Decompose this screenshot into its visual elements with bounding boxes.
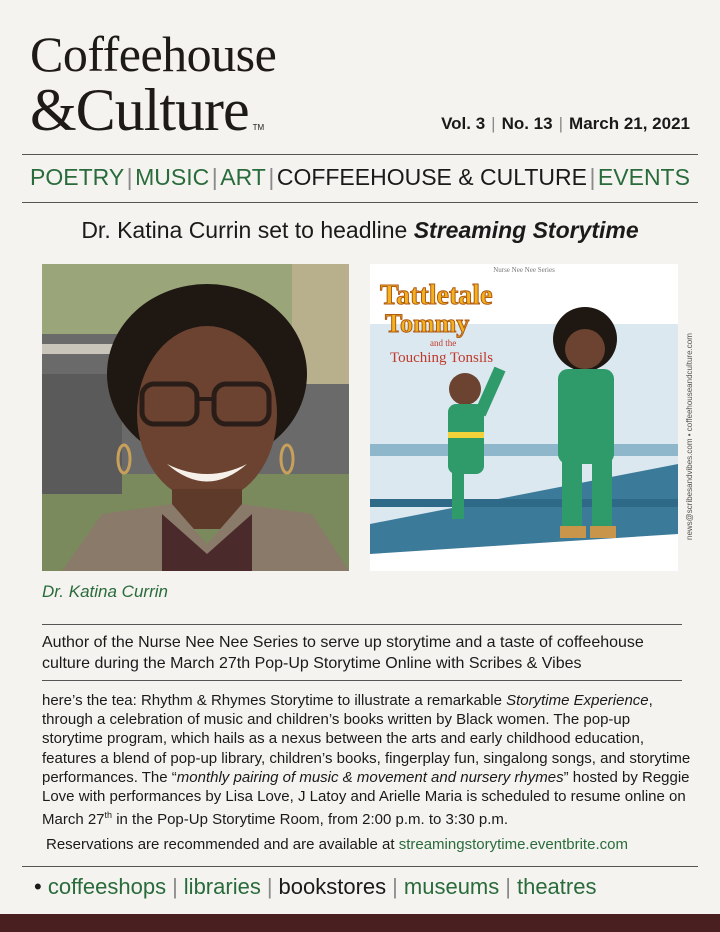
divider (42, 624, 682, 625)
volume: Vol. 3 (441, 114, 486, 133)
reservation-link[interactable]: streamingstorytime.eventbrite.com (398, 836, 628, 853)
divider (22, 202, 698, 203)
body-text-3: ” hosted by Reggie Love with performances by Lisa Love, J Latoy and Arielle Maria is scheduled to resume online on March 27 (42, 768, 690, 829)
divider (22, 154, 698, 155)
masthead-line2: &Culture (30, 77, 249, 143)
nav-coffeehouse-culture[interactable]: COFFEEHOUSE & CULTURE (276, 164, 587, 190)
nav-art[interactable]: ART (220, 164, 266, 190)
footer-theatres[interactable]: theatres (516, 874, 597, 899)
reservation-line (46, 836, 628, 853)
nav-events[interactable]: EVENTS (597, 164, 690, 190)
vertical-credit (683, 300, 695, 540)
masthead (30, 26, 277, 143)
author-summary: Author of the Nurse Nee Nee Series to serve up storytime and a taste of coffeehouse culture during the March 27th Pop-Up Storytime Online with Scribes & Vibes (42, 634, 644, 672)
body-emphasis-2: monthly pairing of music & movement and nursery rhymes (176, 768, 564, 786)
issue-number: No. 13 (501, 114, 553, 133)
headline-emphasis: Streaming Storytime (413, 217, 639, 243)
body-superscript: th (104, 810, 113, 821)
portrait-photo (42, 264, 349, 571)
book-title-2: Tommy (385, 309, 470, 338)
footer-libraries[interactable]: libraries (183, 874, 261, 899)
body-text-1: here’s the tea: Rhythm & Rhymes Storytime to illustrate a remarkable (42, 692, 507, 709)
article-body (42, 691, 692, 829)
bullet-icon: • (34, 874, 42, 899)
masthead-line1: Coffeehouse (30, 26, 277, 82)
body-text-2: , through a celebration of music and children’s books written by Black women. The pop-up storytime program, which hails as a nexus between the arts and early childhood education, features a blend of pop-up library, children’s books, fingerplay fun, singalong songs, and storytime performances. The “ (42, 692, 691, 786)
book-title-1: Tattletale (380, 280, 493, 311)
book-cover (370, 264, 678, 571)
book-series: Nurse Nee Nee Series (493, 266, 555, 274)
issue-date: March 21, 2021 (569, 114, 690, 133)
footer-museums[interactable]: museums (403, 874, 500, 899)
body-emphasis-1: Storytime Experience (506, 692, 649, 709)
divider (22, 866, 698, 867)
credit-text: news@scribesandvibes.com • coffeehouseandculture.com (685, 333, 694, 540)
nav-poetry[interactable]: POETRY (30, 164, 125, 190)
book-title-4: Touching Tonsils (390, 350, 494, 366)
footer-bookstores[interactable]: bookstores (278, 874, 387, 899)
reservation-text: Reservations are recommended and are available at (46, 836, 399, 853)
book-author: Dr. Katina J. Currin, DNP, APRN, CRNA (440, 550, 608, 561)
bottom-bar (0, 914, 720, 932)
trademark: TM (252, 123, 265, 132)
footer-nav: • coffeeshops | libraries | bookstores | museums | theatres (34, 874, 597, 899)
headline (0, 217, 720, 244)
divider (42, 680, 682, 681)
headline-text: Dr. Katina Currin set to headline (81, 217, 414, 243)
section-nav: POETRY | MUSIC | ART | COFFEEHOUSE & CULTURE | EVENTS (30, 164, 690, 190)
nav-music[interactable]: MUSIC (135, 164, 210, 190)
footer-coffeeshops[interactable]: coffeeshops (47, 874, 167, 899)
book-title-3: and the (430, 338, 457, 348)
body-text-4: in the Pop-Up Storytime Room, from 2:00 p.m. to 3:30 p.m. (112, 811, 509, 829)
photo-caption: Dr. Katina Currin (42, 582, 168, 601)
issue-info: Vol. 3 | No. 13 | March 21, 2021 (441, 114, 690, 133)
